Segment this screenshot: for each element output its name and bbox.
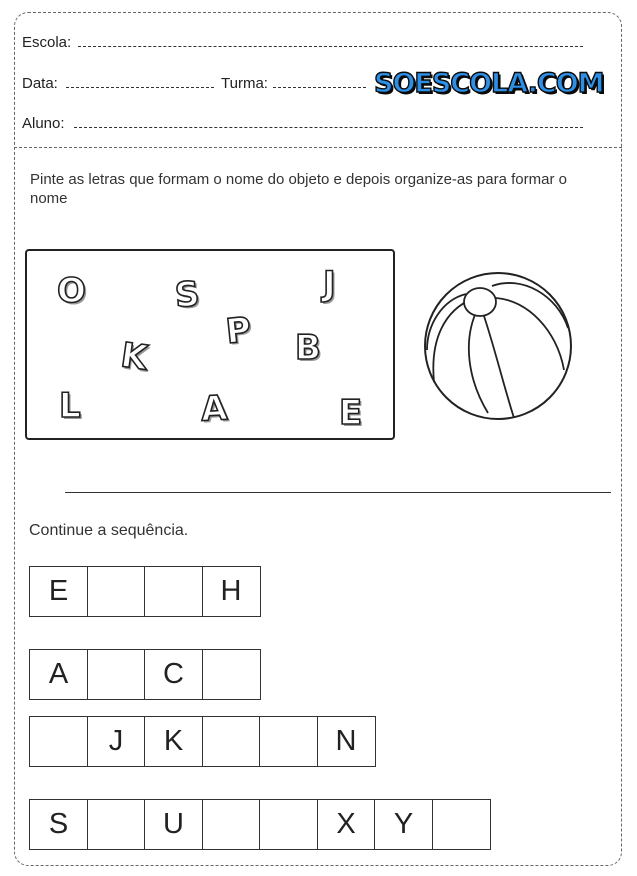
student-field[interactable] [74,127,583,128]
sequence-cell[interactable] [87,649,146,700]
scrambled-letter[interactable]: O [57,271,86,311]
sequence-cell[interactable]: S [29,799,88,850]
sequence-cell[interactable]: K [144,716,203,767]
sequence-row-2 [29,649,261,700]
school-label: Escola: [22,34,72,51]
header-divider [14,147,622,148]
scrambled-letter[interactable]: E [339,393,363,433]
sequence-cell[interactable] [144,566,203,617]
exercise1-instruction: Pinte as letras que formam o nome do objeto e depois organize-as para formar o nome [30,171,567,207]
scrambled-letter[interactable]: P [223,309,253,353]
class-label: Turma: [221,75,268,92]
scrambled-letter[interactable]: L [59,386,81,426]
sequence-cell[interactable]: A [29,649,88,700]
sequence-cell[interactable] [202,716,261,767]
sequence-row-1 [29,566,261,617]
scrambled-letter[interactable]: K [118,335,151,379]
sequence-row-4 [29,799,491,850]
sequence-cell[interactable] [202,649,261,700]
sequence-cell[interactable] [87,566,146,617]
sequence-row-3 [29,716,376,767]
scrambled-letter[interactable]: S [173,274,201,316]
sequence-cell[interactable] [202,799,261,850]
sequence-cell[interactable]: Y [374,799,433,850]
sequence-cell[interactable] [432,799,491,850]
site-logo: SOESCOLA.COM [374,68,604,99]
sequence-cell[interactable] [29,716,88,767]
sequence-cell[interactable]: J [87,716,146,767]
class-field[interactable] [273,87,366,88]
scrambled-letter[interactable]: A [199,388,229,430]
sequence-cell[interactable] [259,716,318,767]
sequence-cell[interactable]: H [202,566,261,617]
sequence-cell[interactable]: N [317,716,376,767]
sequence-cell[interactable]: E [29,566,88,617]
sequence-cell[interactable]: U [144,799,203,850]
school-field[interactable] [78,46,583,47]
answer-line[interactable] [65,492,611,493]
date-field[interactable] [66,87,214,88]
sequence-cell[interactable] [87,799,146,850]
exercise2-title: Continue a sequência. [29,522,189,539]
sequence-cell[interactable]: C [144,649,203,700]
beach-ball-icon [422,270,576,424]
scrambled-letters-box [25,249,395,440]
sequence-cell[interactable] [259,799,318,850]
sequence-cell[interactable]: X [317,799,376,850]
scrambled-letter[interactable]: B [295,328,321,368]
scrambled-letter[interactable]: J [323,264,336,304]
student-label: Aluno: [22,115,65,132]
date-label: Data: [22,75,58,92]
